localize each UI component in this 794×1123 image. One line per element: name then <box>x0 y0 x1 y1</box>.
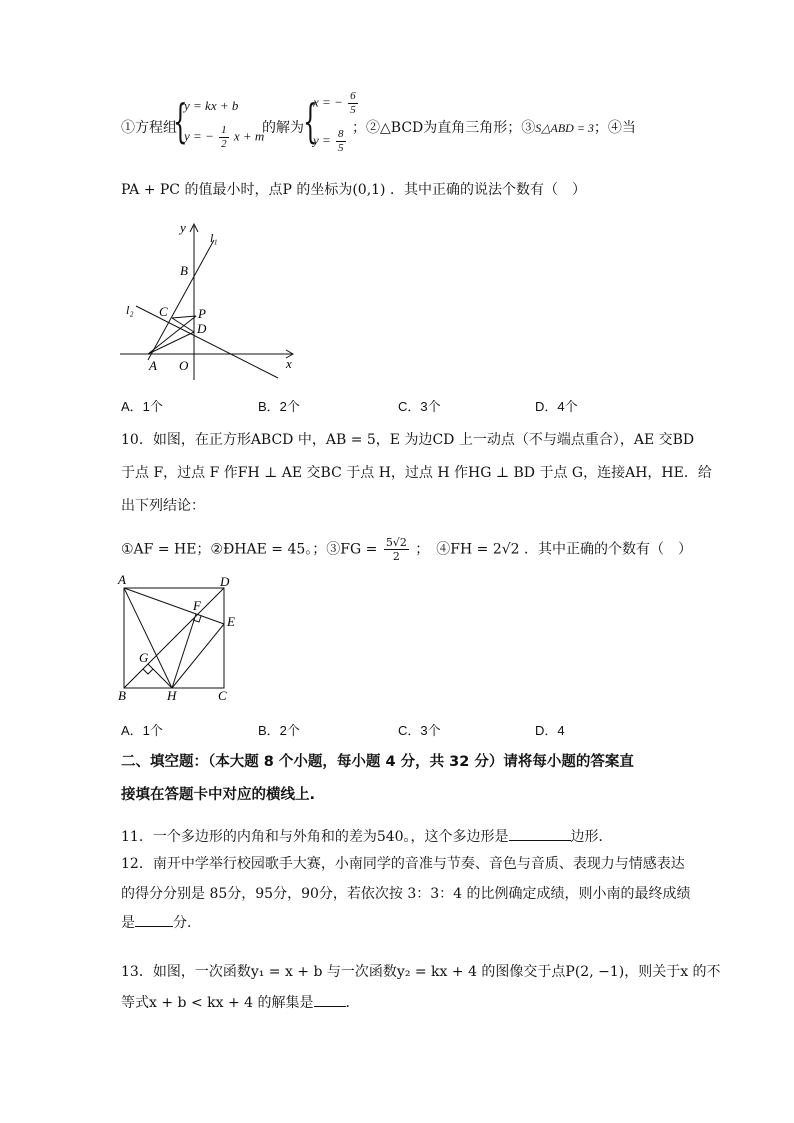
q9-figure <box>116 220 306 380</box>
q9-eq2-rhs: x + m <box>233 128 265 144</box>
q10-fg-den: 2 <box>392 550 400 563</box>
q10-fg-fraction <box>384 536 409 563</box>
q12-line3 <box>121 912 201 933</box>
q9-choice-b: B．2个 <box>258 399 300 414</box>
q9-sol-y-num: 8 <box>338 128 344 140</box>
q9-eq2-lhs: y = − <box>184 128 214 144</box>
q10-label-C: C <box>218 688 227 703</box>
q9-part2: ；②△BCD为直角三角形；③ <box>352 120 536 136</box>
q9-part4: ；④当 <box>593 120 636 136</box>
q10-line3: 出下列结论： <box>121 498 205 514</box>
q9-label-A: A <box>149 358 157 373</box>
q9-sol-y-den: 5 <box>338 142 344 154</box>
q9-part3-area: S△ABD = 3 <box>535 121 594 135</box>
q10-figure <box>116 574 246 704</box>
q9-line-l2 <box>136 306 278 378</box>
q10-label-H: H <box>167 688 177 703</box>
q13-line2-a: 等式x + b < kx + 4 的解集是 <box>121 995 314 1011</box>
q12-line3-b: 分． <box>173 915 201 931</box>
q9-statement-rest <box>352 118 636 138</box>
q10-label-F: F <box>193 598 201 613</box>
q9-label-B: B <box>180 263 188 278</box>
q10-conclusions-part2: ； ④FH = 2√2 ．其中正确的个数有（ ） <box>415 541 693 558</box>
q10-choice-c: C．3个 <box>398 723 441 738</box>
q10-label-D: D <box>220 574 230 589</box>
q9-choice-a: A．1个 <box>121 399 163 414</box>
q10-label-A: A <box>118 574 126 587</box>
q11-text-b: 边形． <box>570 829 613 845</box>
q10-right-angle-G <box>143 669 153 674</box>
q9-statement-line2: PA + PC 的值最小时，点P 的坐标为(0,1) ．其中正确的说法个数有（ ） <box>121 182 586 198</box>
q10-segment-HE <box>172 624 224 688</box>
q9-eq1: y = kx + b <box>184 98 239 113</box>
q10-line1: 10．如图，在正方形ABCD 中，AB = 5，E 为边CD 上一动点（不与端点重合），AE 交BD <box>121 432 695 448</box>
q12-line3-a: 是 <box>121 915 135 931</box>
q9-eq2-frac-num: 1 <box>221 124 227 136</box>
q9-sol-y <box>313 128 348 155</box>
q9-segment-CP <box>172 316 196 318</box>
q12-line2: 的得分分别是 85分，95分，90分，若依次按 3：3：4 的比例确定成绩，则小南的最终成绩 <box>121 886 691 902</box>
q9-choice-c: C．3个 <box>398 399 441 414</box>
section2-heading-line2: 接填在答题卡中对应的横线上. <box>121 787 316 803</box>
q9-eq2 <box>184 124 264 151</box>
q9-sol-x-label: x = − <box>313 94 343 110</box>
q9-solution-brace: { <box>303 94 318 148</box>
q10-choice-b: B．2个 <box>258 723 300 738</box>
q13-line2 <box>121 992 360 1013</box>
q9-sol-x <box>313 90 360 117</box>
q13-line2-b: ． <box>345 995 360 1011</box>
q9-sol-y-label: y = <box>313 132 331 148</box>
q10-conclusions <box>121 536 692 563</box>
q10-choice-a: A．1个 <box>121 723 163 738</box>
q9-mid-text: 的解为 <box>262 120 304 136</box>
q9-sol-x-den: 5 <box>350 104 356 116</box>
q9-label-x: x <box>286 356 292 371</box>
q9-sol-x-num: 6 <box>350 90 356 102</box>
q10-line2: 于点 F，过点 F 作FH ⊥ AE 交BC 于点 H，过点 H 作HG ⊥ BD 于点 G，连接AH，HE．给 <box>121 465 712 481</box>
q10-label-E: E <box>227 614 235 629</box>
q12-line1: 12．南开中学举行校园歌手大赛，小南同学的音准与节奏、音色与音质、表现力与情感表达 <box>121 856 685 872</box>
q10-label-G: G <box>139 650 149 665</box>
q9-label-P: P <box>198 306 206 321</box>
q13-answer-blank[interactable] <box>314 992 346 1007</box>
q9-eq2-frac-den: 2 <box>221 138 227 150</box>
q10-segment-FH <box>172 614 196 688</box>
q12-answer-blank[interactable] <box>135 912 173 927</box>
q10-segment-HG <box>148 664 172 688</box>
q9-part1-label: ①方程组 <box>121 120 177 136</box>
q9-label-l1: l₁ <box>210 231 218 245</box>
q9-sol-x-fraction <box>348 90 358 117</box>
q9-line-l1 <box>148 240 214 360</box>
q9-label-C: C <box>159 304 168 319</box>
q9-eq2-fraction <box>219 124 229 151</box>
q11-text <box>121 826 613 847</box>
q9-label-D: D <box>197 321 207 336</box>
q10-conclusions-part1: ①AF = HE；②ÐHAE = 45。；③FG = <box>121 541 378 558</box>
q9-label-y: y <box>180 220 186 235</box>
q9-system-brace: { <box>173 94 188 148</box>
q10-diagonal-BD <box>124 588 224 688</box>
q10-fg-num: 5√2 <box>385 536 407 549</box>
section2-heading-line1: 二、填空题：（本大题 8 个小题，每小题 4 分，共 32 分）请将每小题的答案直 <box>121 754 634 770</box>
q9-statement-line1 <box>121 118 177 138</box>
q10-label-B: B <box>118 688 126 703</box>
q10-choice-d: D．4 <box>535 723 565 738</box>
q9-sol-y-fraction <box>336 128 346 155</box>
q9-choice-d: D．4个 <box>535 399 578 414</box>
q9-label-l2: l₂ <box>126 303 134 317</box>
q11-answer-blank[interactable] <box>509 826 571 841</box>
q13-line1: 13．如图，一次函数y₁ = x + b 与一次函数y₂ = kx + 4 的图像交于点P(2, −1)，则关于x 的不 <box>121 964 721 980</box>
q11-text-a: 11．一个多边形的内角和与外角和的差为540。，这个多边形是 <box>121 829 509 845</box>
q9-label-O: O <box>179 358 189 373</box>
